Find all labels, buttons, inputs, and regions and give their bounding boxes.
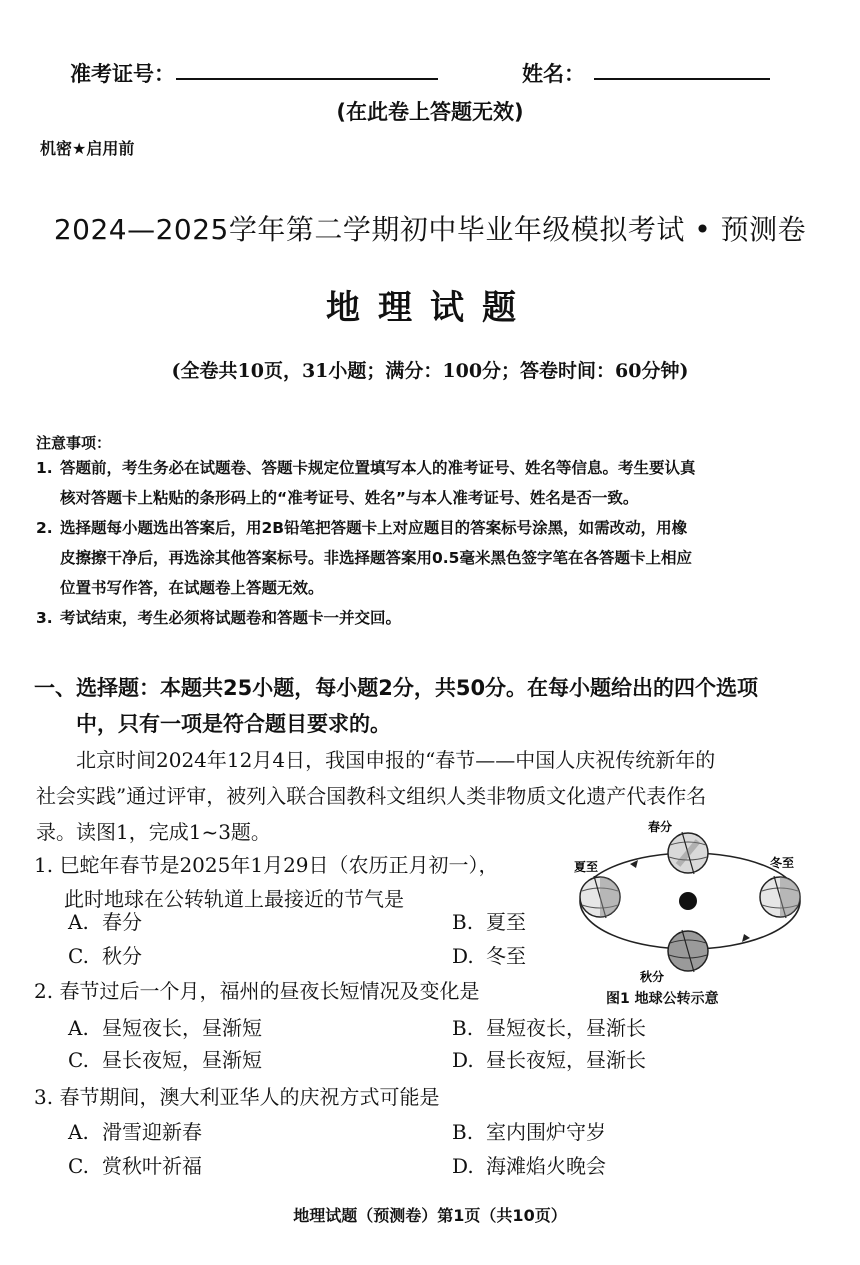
option-d[interactable]: D. 冬至: [452, 944, 526, 968]
passage-line: 录。读图1，完成1~3题。: [36, 820, 271, 844]
option-a[interactable]: A. 滑雪迎新春: [68, 1120, 202, 1144]
label-winter: 冬至: [770, 856, 795, 870]
exam-id-label: 准考证号：: [70, 62, 175, 86]
sun-icon: [679, 892, 697, 910]
exam-title: 2024—2025学年第二学期初中毕业年级模拟考试 • 预测卷: [53, 213, 807, 246]
earth-icon: [580, 876, 620, 918]
option-c[interactable]: C. 赏秋叶祈福: [68, 1154, 202, 1178]
name-field[interactable]: [594, 78, 770, 80]
option-b[interactable]: B. 夏至: [452, 910, 526, 934]
earth-icon: [668, 832, 708, 874]
note-item: 3. 考试结束，考生必须将试题卷和答题卡一并交回。: [36, 609, 402, 627]
figure-caption: 图1 地球公转示意: [606, 991, 719, 1007]
note-item: 2. 选择题每小题选出答案后，用2B铅笔把答题卡上对应题目的答案标号涂黑，如需改动，用橡 皮擦擦干净后，再选涂其他答案标号。非选择题答案用0.5毫米黑色签字笔在各答题卡上相应 位置书写作答，在试题卷上答题无效。: [36, 519, 692, 597]
option-b[interactable]: B. 室内围炉守岁: [452, 1120, 606, 1144]
section-heading-cont: 中，只有一项是符合题目要求的。: [76, 712, 391, 736]
orbit-arrow-icon: [742, 934, 750, 942]
passage-line: 北京时间2024年12月4日，我国申报的“春节——中国人庆祝传统新年的: [76, 748, 716, 772]
question-3: 3. 春节期间，澳大利亚华人的庆祝方式可能是: [34, 1085, 440, 1109]
invalid-note: (在此卷上答题无效): [336, 100, 524, 124]
notes-heading: 注意事项：: [36, 434, 112, 452]
question-2: 2. 春节过后一个月，福州的昼夜长短情况及变化是: [34, 979, 480, 1003]
section-heading: 一、选择题：本题共25小题，每小题2分，共50分。在每小题给出的四个选项: [34, 676, 759, 700]
earth-icon: [760, 876, 800, 918]
secret-mark: 机密★启用前: [40, 139, 135, 158]
option-c[interactable]: C. 昼长夜短，昼渐短: [68, 1048, 262, 1072]
subject-title: 地理试题: [326, 288, 534, 328]
earth-orbit-diagram: [570, 815, 810, 985]
orbit-arrow-icon: [630, 860, 638, 868]
option-a[interactable]: A. 昼短夜长，昼渐短: [68, 1016, 262, 1040]
option-a[interactable]: A. 春分: [68, 910, 142, 934]
option-b[interactable]: B. 昼短夜长，昼渐长: [452, 1016, 646, 1040]
label-spring: 春分: [648, 820, 673, 834]
option-c[interactable]: C. 秋分: [68, 944, 142, 968]
note-item: 1. 答题前，考生务必在试题卷、答题卡规定位置填写本人的准考证号、姓名等信息。考生要认真 核对答题卡上粘贴的条形码上的“准考证号、姓名”与本人准考证号、姓名是否一致。: [36, 459, 696, 507]
page-footer: 地理试题（预测卷）第1页（共10页）: [293, 1206, 567, 1225]
label-autumn: 秋分: [640, 970, 665, 984]
question-1: 1. 巳蛇年春节是2025年1月29日（农历正月初一），: [34, 853, 499, 877]
question-1-cont: 此时地球在公转轨道上最接近的节气是: [64, 887, 404, 911]
option-d[interactable]: D. 昼长夜短，昼渐长: [452, 1048, 646, 1072]
exam-info: (全卷共10页，31小题；满分：100分；答卷时间：60分钟): [171, 360, 689, 382]
passage-line: 社会实践”通过评审，被列入联合国教科文组织人类非物质文化遗产代表作名: [36, 784, 707, 808]
option-d[interactable]: D. 海滩焰火晚会: [452, 1154, 606, 1178]
name-label: 姓名：: [522, 62, 585, 86]
earth-icon: [668, 930, 708, 972]
exam-id-field[interactable]: [176, 78, 438, 80]
label-summer: 夏至: [574, 860, 599, 874]
